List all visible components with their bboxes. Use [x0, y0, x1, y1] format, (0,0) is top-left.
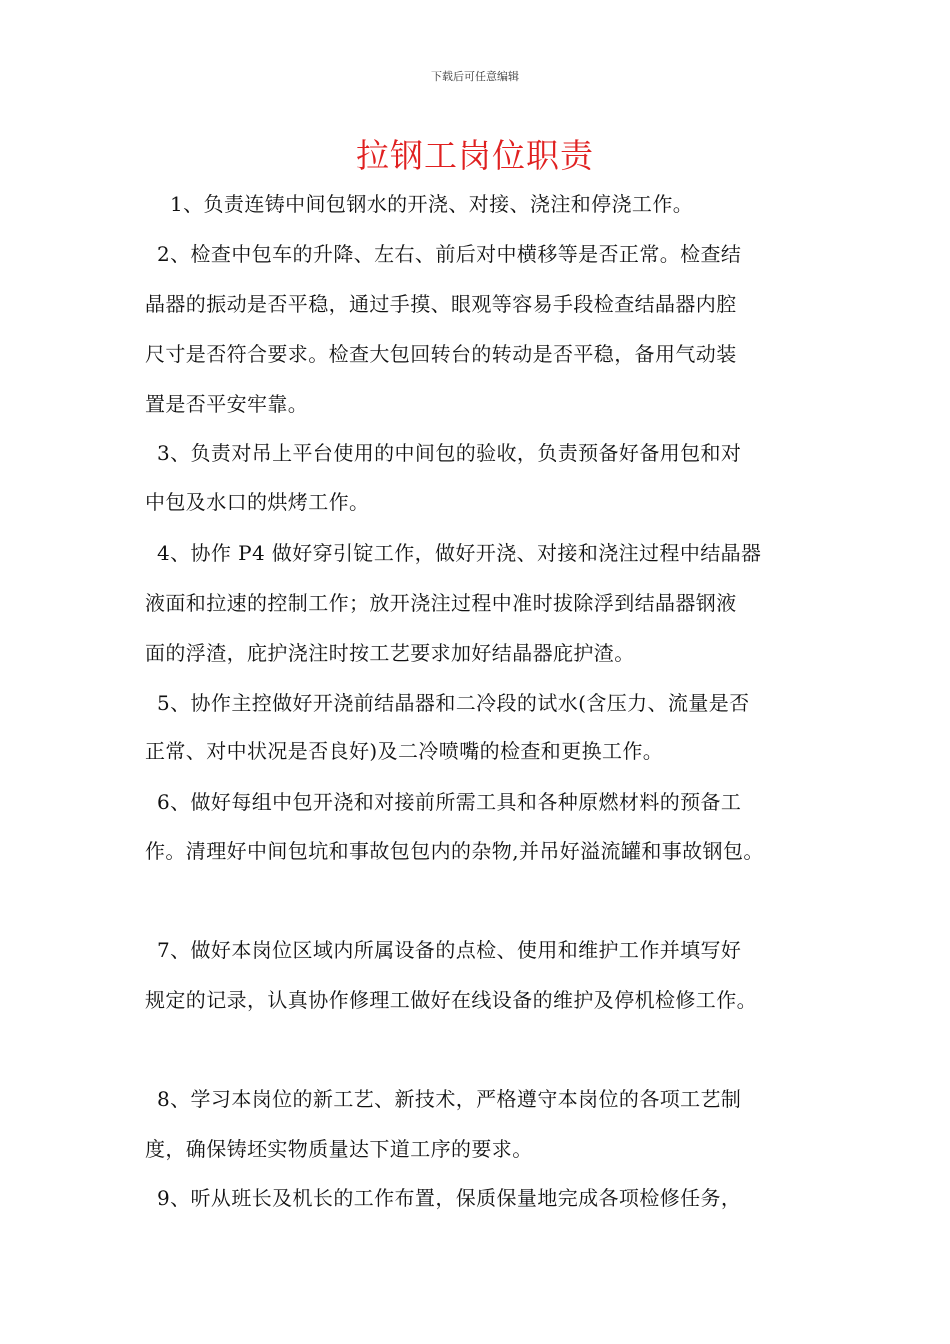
page-header: 下载后可任意编辑 — [431, 70, 519, 83]
text-line-16: 规定的记录，认真协作修理工做好在线设备的维护及停机检修工作。 — [145, 988, 757, 1012]
text-line-11: 5、协作主控做好开浇前结晶器和二冷段的试水(含压力、流量是否 — [157, 691, 750, 715]
text-line-3: 晶器的振动是否平稳，通过手摸、眼观等容易手段检查结晶器内腔 — [145, 292, 737, 316]
text-line-19: 9、听从班长及机长的工作布置，保质保量地完成各项检修任务， — [157, 1186, 742, 1210]
text-line-9: 液面和拉速的控制工作；放开浇注过程中准时拔除浮到结晶器钢液 — [145, 591, 737, 615]
text-line-8: 4、协作 P4 做好穿引锭工作，做好开浇、对接和浇注过程中结晶器 — [157, 541, 762, 565]
text-line-14: 作。清理好中间包坑和事故包包内的杂物,并吊好溢流罐和事故钢包。 — [145, 839, 764, 863]
text-line-1: 1、负责连铸中间包钢水的开浇、对接、浇注和停浇工作。 — [170, 192, 694, 216]
text-line-12: 正常、对中状况是否良好)及二冷喷嘴的检查和更换工作。 — [145, 739, 664, 763]
text-line-13: 6、做好每组中包开浇和对接前所需工具和各种原燃材料的预备工 — [157, 790, 742, 814]
text-line-2: 2、检查中包车的升降、左右、前后对中横移等是否正常。检查结 — [157, 242, 742, 266]
text-line-4: 尺寸是否符合要求。检查大包回转台的转动是否平稳，备用气动装 — [145, 342, 737, 366]
text-line-17: 8、学习本岗位的新工艺、新技术，严格遵守本岗位的各项工艺制 — [157, 1087, 742, 1111]
text-line-18: 度，确保铸坯实物质量达下道工序的要求。 — [145, 1137, 533, 1161]
text-line-15: 7、做好本岗位区域内所属设备的点检、使用和维护工作并填写好 — [157, 938, 742, 962]
text-line-10: 面的浮渣，庇护浇注时按工艺要求加好结晶器庇护渣。 — [145, 641, 635, 665]
text-line-7: 中包及水口的烘烤工作。 — [145, 490, 370, 514]
text-line-5: 置是否平安牢靠。 — [145, 392, 309, 416]
text-line-6: 3、负责对吊上平台使用的中间包的验收，负责预备好备用包和对 — [157, 441, 742, 465]
document-title: 拉钢工岗位职责 — [356, 136, 594, 175]
